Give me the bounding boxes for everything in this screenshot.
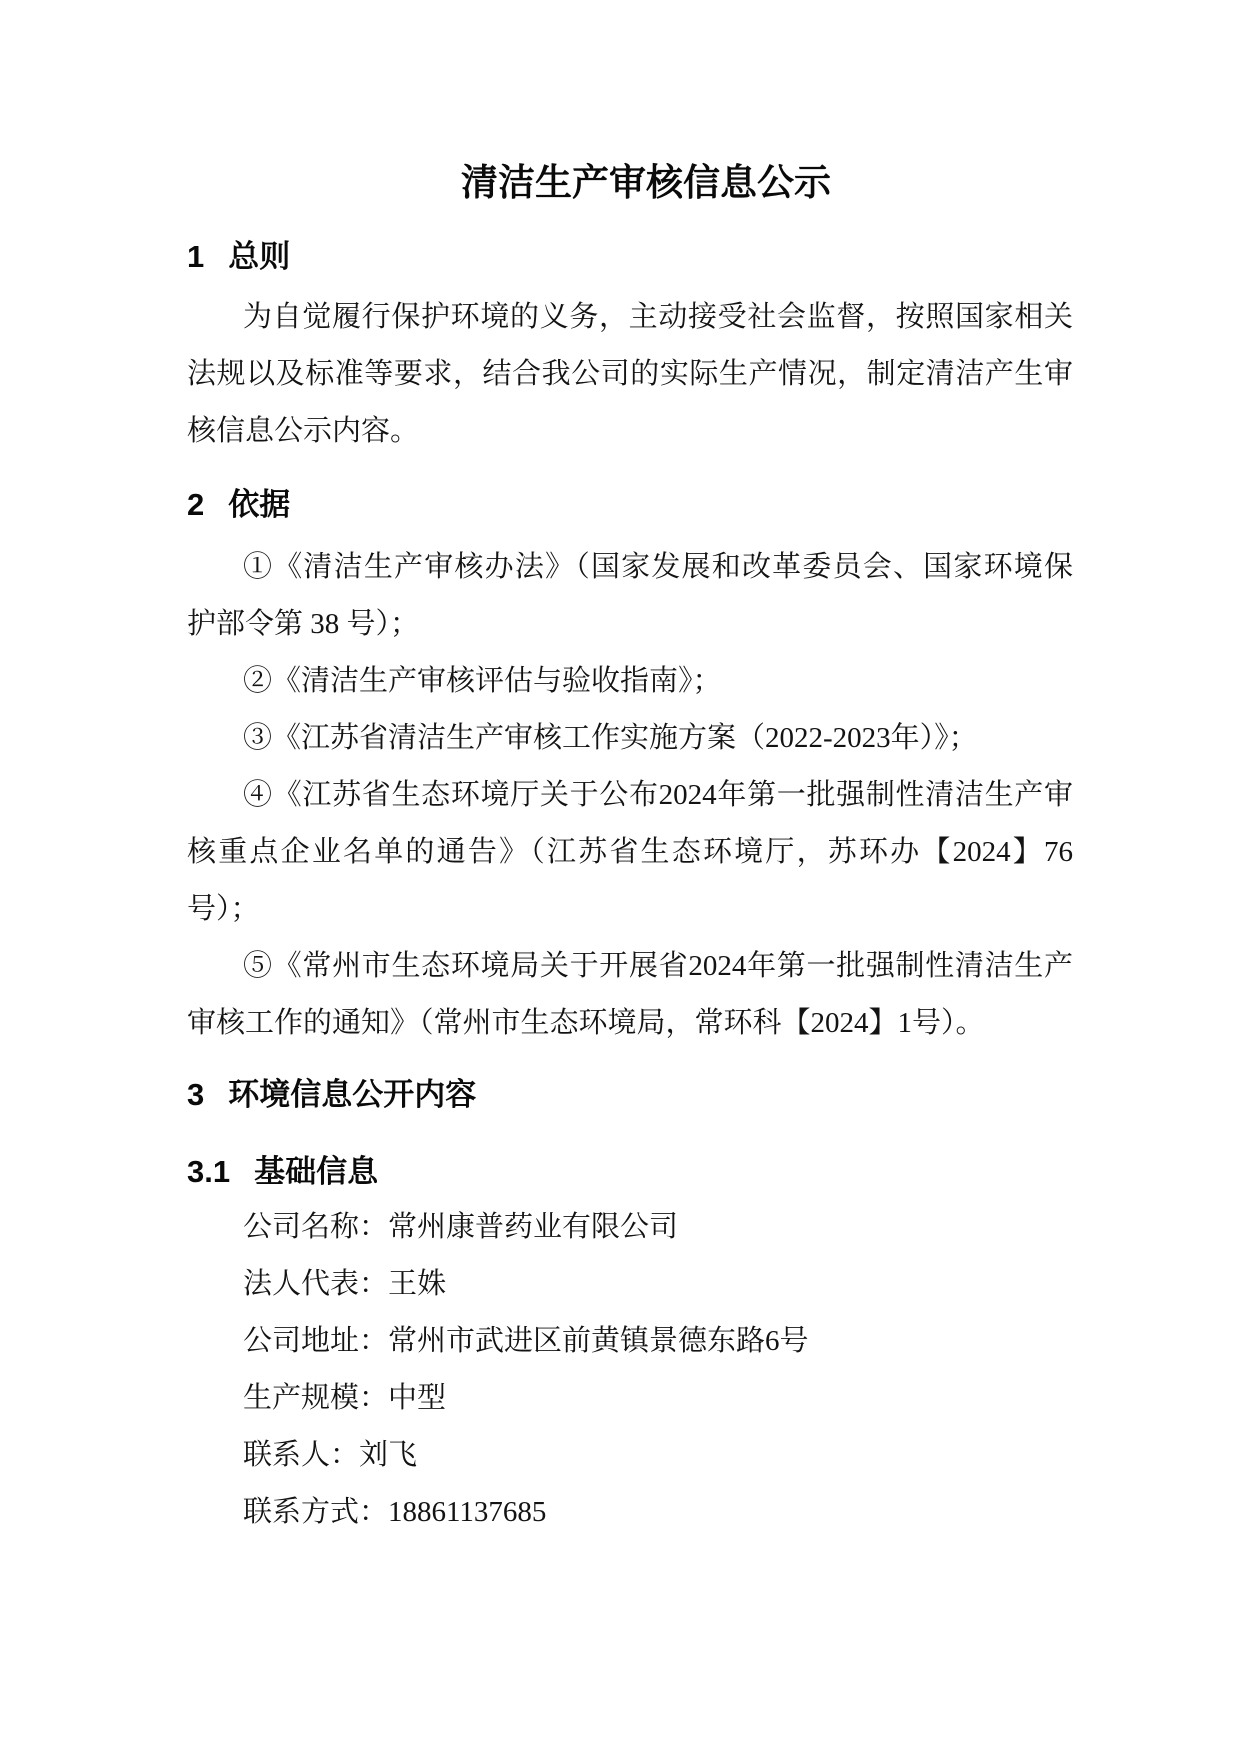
legal-basis-item-4 xyxy=(187,767,1073,938)
contact-person-line: 联系人：刘飞 xyxy=(243,1439,418,1471)
section-3-1-number: 3.1 xyxy=(187,1154,231,1189)
section-1-heading xyxy=(187,237,1073,277)
section-3-1-heading xyxy=(187,1152,1073,1192)
section-3-heading xyxy=(187,1075,1073,1115)
company-name-line: 公司名称：常州康普药业有限公司 xyxy=(243,1211,679,1243)
document-title: 清洁生产审核信息公示 xyxy=(461,162,831,203)
legal-basis-item-2 xyxy=(187,653,1073,710)
text-line: ③《江苏省清洁生产审核工作实施方案（2022-2023年）》； xyxy=(243,722,978,754)
text-line: ②《清洁生产审核评估与验收指南》； xyxy=(243,665,722,697)
production-scale-line: 生产规模：中型 xyxy=(243,1382,447,1414)
section-3-title: 环境信息公开内容 xyxy=(228,1077,477,1112)
contact-phone-line: 联系方式：18861137685 xyxy=(243,1496,547,1528)
text-line: ①《清洁生产审核办法》（国家发展和改革委员会、国家环境保 xyxy=(243,551,1073,583)
section-2-title: 依据 xyxy=(228,487,291,522)
legal-representative-line: 法人代表：王姝 xyxy=(243,1268,447,1300)
section-3-number: 3 xyxy=(187,1077,205,1112)
company-address-line: 公司地址：常州市武进区前黄镇景德东路6号 xyxy=(243,1325,809,1357)
section-3-1-title: 基础信息 xyxy=(254,1154,379,1189)
section-1-number: 1 xyxy=(187,239,205,274)
text-line: 核信息公示内容。 xyxy=(187,415,420,447)
text-line: 法规以及标准等要求，结合我公司的实际生产情况，制定清洁产生审 xyxy=(187,358,1073,390)
text-line: ⑤《常州市生态环境局关于开展省2024年第一批强制性清洁生产 xyxy=(243,950,1073,982)
text-line: 护部令第 38 号）； xyxy=(187,608,420,640)
legal-basis-list xyxy=(187,539,1073,1052)
legal-basis-item-1 xyxy=(187,539,1073,653)
section-1-paragraph xyxy=(187,289,1073,460)
section-2-number: 2 xyxy=(187,487,205,522)
section-1-title: 总则 xyxy=(228,239,291,274)
text-line: ④《江苏省生态环境厅关于公布2024年第一批强制性清洁生产审 xyxy=(243,779,1073,811)
text-line: 号）； xyxy=(187,893,260,925)
text-line: 审核工作的通知》（常州市生态环境局，常环科【2024】1号）。 xyxy=(187,1007,985,1039)
text-line: 核重点企业名单的通告》（江苏省生态环境厅，苏环办【2024】76 xyxy=(187,836,1073,868)
basic-info-list xyxy=(187,1199,1073,1541)
legal-basis-item-3 xyxy=(187,710,1073,767)
section-2-heading xyxy=(187,485,1073,525)
text-line: 为自觉履行保护环境的义务，主动接受社会监督，按照国家相关 xyxy=(243,301,1073,333)
legal-basis-item-5 xyxy=(187,938,1073,1052)
